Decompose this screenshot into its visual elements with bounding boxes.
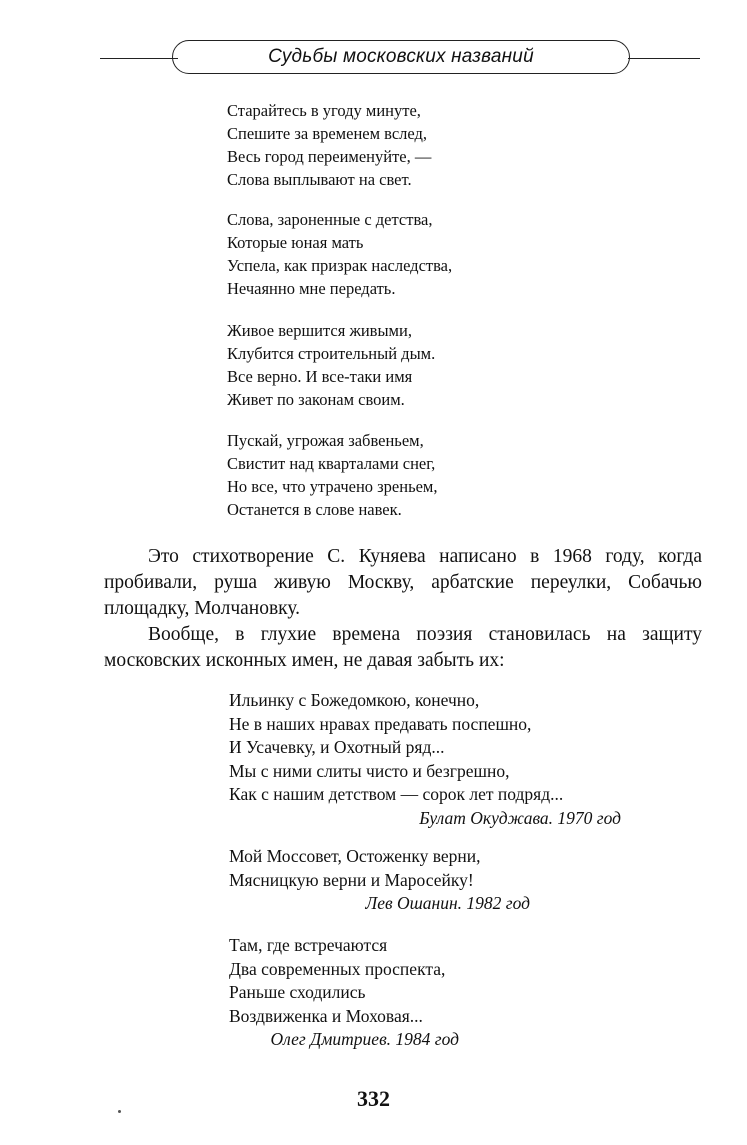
quote-attribution: Олег Дмитриев. 1984 год <box>270 1029 459 1049</box>
poem-line: Нечаянно мне передать. <box>227 279 396 298</box>
poem-line: Слова, зароненные с детства, <box>227 210 433 229</box>
poem-line: Останется в слове навек. <box>227 500 402 519</box>
quote-line: Ильинку с Божедомкою, конечно, <box>229 690 480 710</box>
quote-line: Два современных проспекта, <box>229 958 446 979</box>
poem-line: Весь город переименуйте, — <box>227 147 432 166</box>
quote-line: Мой Моссовет, Остоженку верни, <box>229 846 481 866</box>
poem-line: Старайтесь в угоду минуте, <box>227 101 421 120</box>
poem-line: Слова выплывают на свет. <box>227 170 412 189</box>
quote-line: Раньше сходились <box>229 982 366 1002</box>
quote-okudzhava <box>229 689 621 830</box>
quote-line: Как с нашим детством — сорок лет подряд... <box>229 784 564 804</box>
prose-block <box>104 544 702 674</box>
poem-line: Спешите за временем вслед, <box>227 124 428 143</box>
quote-attribution: Булат Окуджава. 1970 год <box>419 807 621 828</box>
poem-line: Живет по законам своим. <box>227 390 405 409</box>
poem-line: Успела, как призрак наследства, <box>227 256 453 275</box>
header-rule-left <box>100 58 178 59</box>
quote-oshanin <box>229 845 530 916</box>
poem-line: Живое вершится живыми, <box>227 321 412 340</box>
quote-line: Воздвиженка и Моховая... <box>229 1005 423 1026</box>
scan-speck <box>118 1110 121 1113</box>
poem-line: Которые юная мать <box>227 233 364 252</box>
quote-dmitriev <box>229 934 459 1052</box>
poem-stanza-3 <box>227 319 435 411</box>
quote-line: Мясницкую верни и Маросейку! <box>229 869 474 890</box>
header-title: Судьбы московских названий <box>172 40 630 74</box>
poem-stanza-1 <box>227 99 431 191</box>
quote-line: Там, где встречаются <box>229 935 388 955</box>
poem-line: Пускай, угрожая забвеньем, <box>227 431 424 450</box>
paragraph: Вообще, в глухие времена поэзия становилась на защиту московских исконных имен, не давая забыть их: <box>104 624 702 671</box>
paragraph: Это стихотворение С. Куняева написано в 1968 году, когда пробивали, руша живую Москву, арбатские переулки, Собачью площадку, Молчановку. <box>104 546 702 619</box>
quote-line: И Усачевку, и Охотный ряд... <box>229 737 445 757</box>
quote-attribution: Лев Ошанин. 1982 год <box>365 893 530 913</box>
poem-line: Клубится строительный дым. <box>227 344 436 363</box>
quote-line: Не в наших нравах предавать поспешно, <box>229 713 532 734</box>
poem-stanza-4 <box>227 429 438 521</box>
quote-line: Мы с ними слиты чисто и безгрешно, <box>229 760 510 781</box>
poem-line: Но все, что утрачено зреньем, <box>227 477 438 496</box>
header-rule-right <box>628 58 700 59</box>
poem-stanza-2 <box>227 208 452 300</box>
poem-line: Все верно. И все-таки имя <box>227 367 413 386</box>
page-number: 332 <box>357 1086 390 1111</box>
running-header <box>0 38 747 80</box>
poem-line: Свистит над кварталами снег, <box>227 454 436 473</box>
